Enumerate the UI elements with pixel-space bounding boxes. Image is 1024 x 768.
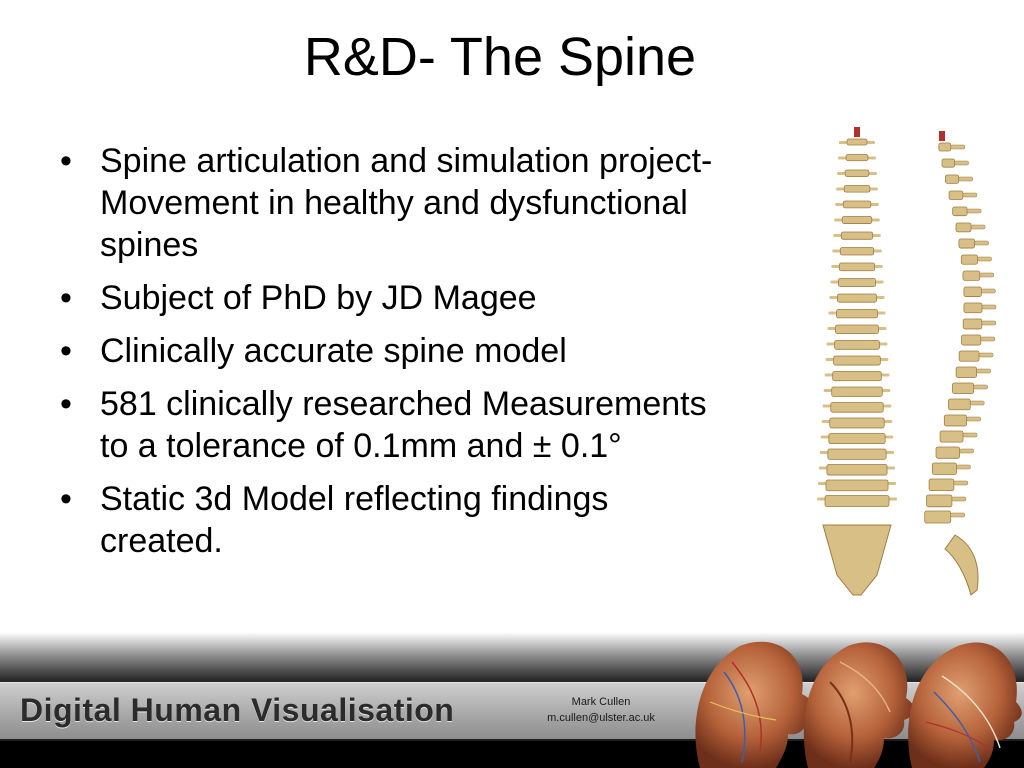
vertebra-process: [828, 312, 836, 315]
vertebra: [838, 279, 875, 287]
vertebra-process: [831, 265, 839, 268]
vertebra-process: [838, 157, 846, 160]
bullet-marker: •: [60, 332, 72, 370]
vertebra-process: [825, 374, 833, 377]
vertebra-process: [824, 389, 832, 392]
bullet-text: Clinically accurate spine model: [100, 332, 567, 370]
vertebra: [964, 303, 982, 313]
vertebra: [963, 319, 982, 329]
vertebra-process: [975, 241, 989, 245]
vertebra-process: [889, 498, 897, 501]
vertebra-process: [954, 481, 968, 485]
vertebra-process: [829, 296, 837, 299]
bullet-item: [60, 383, 720, 467]
vertebra-process: [879, 343, 887, 346]
vertebra: [835, 341, 880, 350]
head-profile-1: [696, 642, 816, 768]
vertebra: [927, 495, 952, 507]
vertebra-process: [884, 420, 892, 423]
vertebra-process: [885, 436, 893, 439]
vertebra: [936, 447, 960, 458]
bullet-text: Spine articulation and simulation project- Movement in healthy and dysfunctional spines: [100, 142, 713, 264]
bullet-item: [60, 330, 720, 372]
bullet-text: Static 3d Model reflecting findings created.: [100, 480, 609, 560]
vertebra: [830, 418, 884, 428]
vertebra: [845, 170, 869, 176]
bullet-item: [60, 277, 720, 319]
vertebra: [834, 356, 881, 365]
vertebra-process: [834, 219, 842, 222]
vertebra-process: [873, 234, 881, 237]
spine-side-view: [925, 131, 996, 595]
vertebra-process: [882, 389, 890, 392]
vertebra: [942, 159, 955, 167]
vertebra-process: [982, 305, 996, 309]
vertebra-process: [823, 405, 831, 408]
brand-logo-text: Digital Human Visualisation: [20, 692, 455, 728]
vertebra-process: [828, 327, 836, 330]
contact-email: m.cullen@ulster.ac.uk: [547, 712, 655, 724]
vertebra: [837, 294, 876, 302]
vertebra: [963, 271, 980, 280]
anatomy-heads-image: [680, 632, 1024, 768]
vertebra-process: [971, 225, 985, 229]
vertebra-process: [883, 405, 891, 408]
vertebra-process: [963, 433, 977, 437]
vertebra: [959, 351, 979, 361]
vertebra: [833, 372, 882, 381]
vertebra-process: [836, 188, 844, 191]
vertebra: [847, 139, 867, 145]
spine-top-marker: [854, 127, 860, 137]
vertebra-process: [878, 312, 886, 315]
bullet-list: [60, 140, 720, 573]
vertebra: [956, 223, 971, 232]
vertebra: [841, 232, 872, 239]
vertebra-process: [821, 436, 829, 439]
vertebra-process: [951, 513, 965, 517]
vertebra: [832, 387, 883, 396]
vertebra-process: [818, 482, 826, 485]
vertebra-process: [981, 289, 995, 293]
vertebra-process: [871, 203, 879, 206]
vertebra: [962, 335, 981, 345]
bullet-text: Subject of PhD by JD Magee: [100, 279, 537, 317]
vertebra: [961, 255, 977, 264]
vertebra: [842, 217, 872, 224]
vertebra: [825, 496, 889, 507]
vertebra-process: [955, 161, 969, 165]
vertebra-process: [881, 374, 889, 377]
vertebra-process: [886, 451, 894, 454]
vertebra-process: [870, 188, 878, 191]
vertebra: [828, 449, 886, 459]
vertebra: [959, 239, 975, 248]
vertebra: [949, 191, 963, 200]
vertebra: [826, 480, 888, 491]
vertebra: [829, 434, 885, 444]
vertebra-process: [970, 401, 984, 405]
vertebra-process: [868, 157, 876, 160]
bullet-item: [60, 478, 720, 562]
vertebra-process: [835, 203, 843, 206]
vertebra-process: [880, 358, 888, 361]
vertebra: [929, 479, 954, 491]
vertebra-process: [878, 327, 886, 330]
vertebra: [945, 175, 958, 183]
vertebra-process: [830, 281, 838, 284]
vertebra-process: [981, 337, 995, 341]
vertebra-process: [951, 145, 965, 149]
vertebra-process: [978, 257, 992, 261]
vertebra: [948, 399, 970, 410]
head-profile-3: [908, 643, 1022, 768]
vertebra-process: [839, 141, 847, 144]
vertebra: [843, 201, 871, 208]
vertebra: [944, 415, 966, 426]
vertebra-process: [875, 265, 883, 268]
vertebra-process: [874, 250, 882, 253]
vertebra-process: [977, 369, 991, 373]
sacrum: [945, 535, 978, 595]
vertebra: [839, 263, 874, 271]
vertebra: [831, 403, 884, 413]
vertebra-process: [837, 172, 845, 175]
vertebra-process: [867, 141, 875, 144]
vertebra-process: [982, 321, 996, 325]
vertebra: [836, 310, 877, 318]
vertebra-process: [822, 420, 830, 423]
vertebra-process: [820, 451, 828, 454]
vertebra-process: [833, 234, 841, 237]
vertebra-process: [980, 273, 994, 277]
vertebra: [932, 463, 956, 474]
vertebra-process: [967, 209, 981, 213]
bullet-marker: •: [60, 480, 72, 518]
vertebra: [844, 186, 870, 193]
vertebra-process: [967, 417, 981, 421]
contact-name: Mark Cullen: [571, 696, 631, 708]
vertebra-process: [832, 250, 840, 253]
vertebra: [846, 155, 868, 161]
vertebra: [939, 143, 951, 151]
vertebra-process: [959, 177, 973, 181]
sacrum: [823, 525, 891, 595]
vertebra-process: [826, 358, 834, 361]
contact-block: [532, 694, 670, 726]
vertebra-process: [979, 353, 993, 357]
vertebra-process: [960, 449, 974, 453]
vertebra-process: [872, 219, 880, 222]
vertebra-process: [869, 172, 877, 175]
vertebra-process: [887, 467, 895, 470]
vertebra: [925, 511, 951, 523]
slide-title: R&D- The Spine: [303, 27, 697, 87]
spine-front-view: [817, 127, 897, 595]
bullet-marker: •: [60, 385, 72, 423]
vertebra-process: [819, 467, 827, 470]
vertebra: [840, 248, 873, 256]
bullet-item: [60, 140, 720, 266]
head-profile-2: [804, 642, 914, 768]
vertebra-process: [952, 497, 966, 501]
vertebra: [956, 367, 977, 377]
vertebra-process: [827, 343, 835, 346]
vertebra-process: [963, 193, 977, 197]
spine-model-image: [805, 125, 1010, 605]
bullet-marker: •: [60, 142, 72, 180]
bullet-marker: •: [60, 279, 72, 317]
spine-top-marker: [939, 131, 945, 141]
bullet-text: 581 clinically researched Measurements to a tolerance of 0.1mm and ± 0.1°: [100, 385, 707, 465]
vertebra-process: [876, 281, 884, 284]
vertebra: [953, 207, 967, 216]
vertebra-process: [877, 296, 885, 299]
vertebra: [827, 465, 887, 476]
vertebra-process: [974, 385, 988, 389]
vertebra: [952, 383, 973, 394]
vertebra: [940, 431, 963, 442]
vertebra-process: [888, 482, 896, 485]
vertebra-process: [817, 498, 825, 501]
vertebra: [964, 287, 981, 297]
vertebra-process: [956, 465, 970, 469]
vertebra: [836, 325, 879, 334]
